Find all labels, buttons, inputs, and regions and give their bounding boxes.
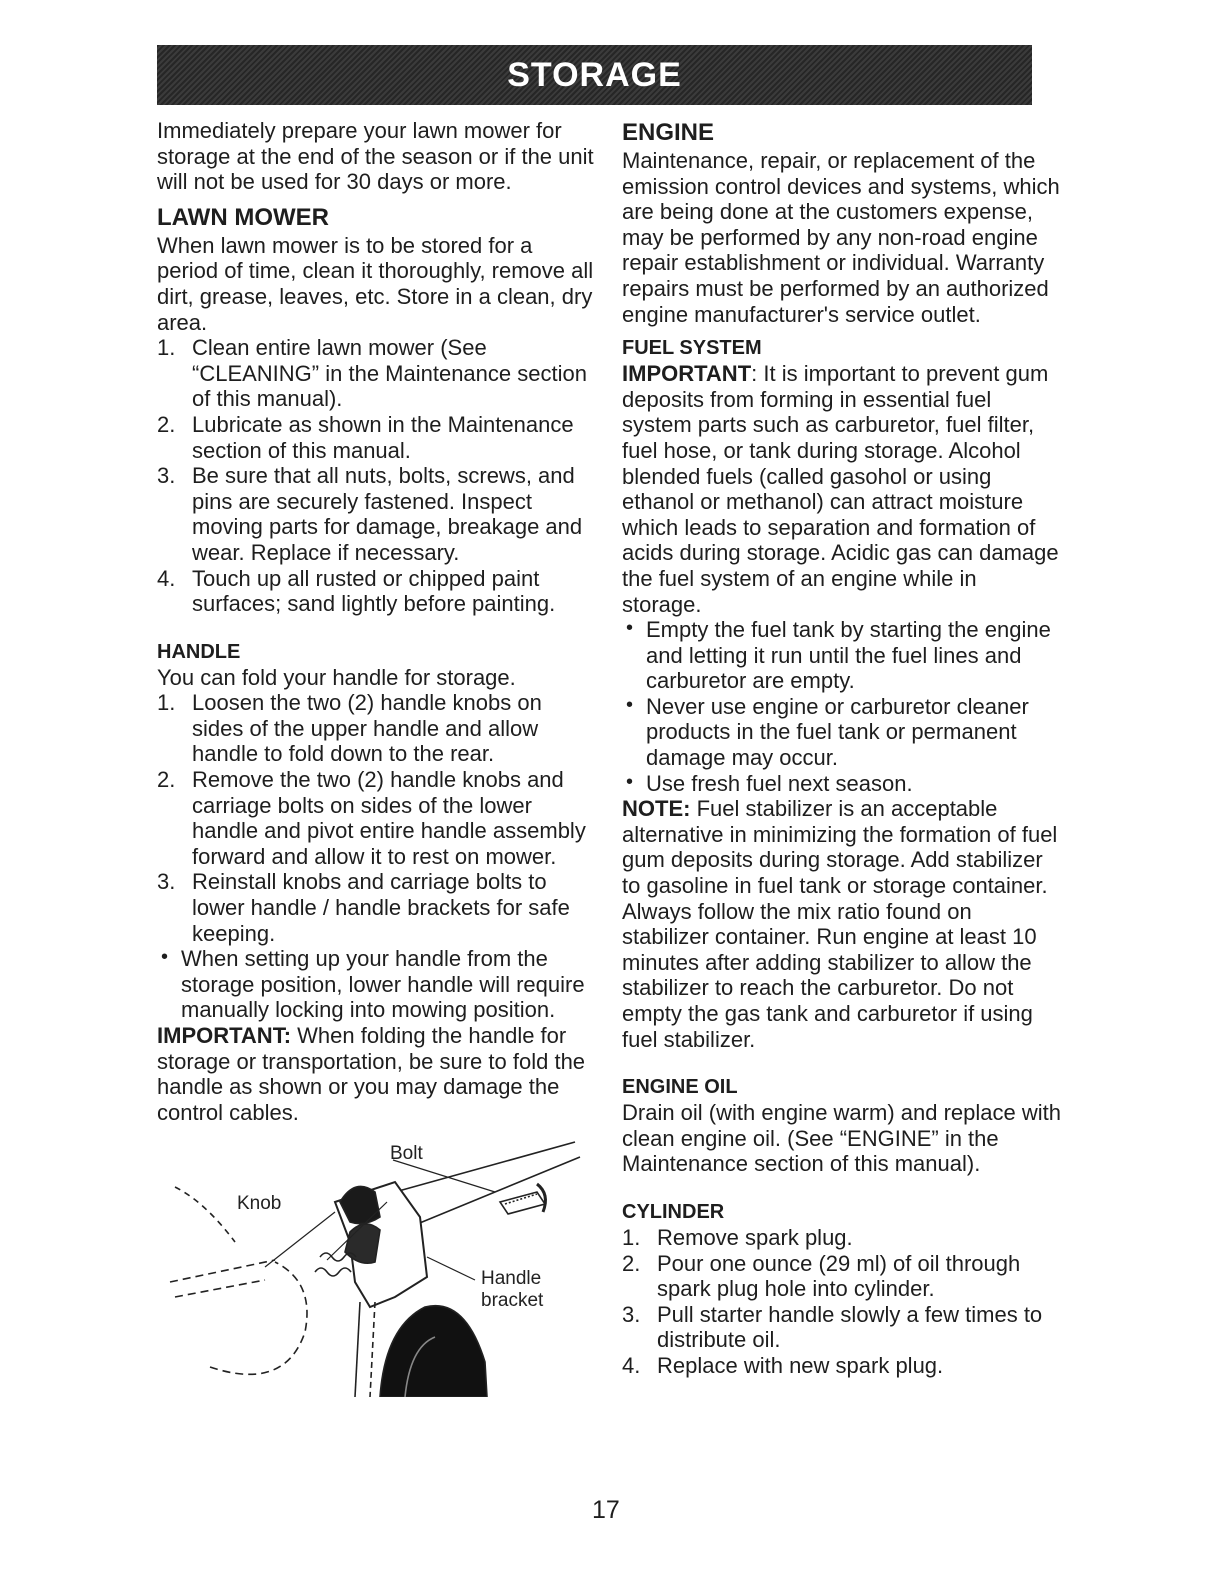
list-item: 2. Pour one ounce (29 ml) of oil through spark plug hole into cylinder. — [622, 1250, 1021, 1302]
list-item: 3. Be sure that all nuts, bolts, screws, and pins are securely fastened. Inspect moving parts for damage, breakage and wear. Replace if necessary. — [157, 463, 583, 565]
left-column — [157, 118, 597, 1125]
engine-oil-heading: ENGINE OIL — [622, 1076, 738, 1099]
handle-knob-illustration — [165, 1132, 605, 1397]
handle-figure — [165, 1132, 605, 1397]
handle-steps — [157, 690, 597, 946]
list-item: • Never use engine or carburetor cleaner products in the fuel tank or permanent damage may occur. — [626, 693, 1029, 771]
lawn-mower-text: When lawn mower is to be stored for a period of time, clean it thoroughly, remove all dirt, grease, leaves, etc. Store in a clean, dry area. — [157, 232, 594, 335]
section-banner — [157, 45, 1032, 105]
list-item: 4. Touch up all rusted or chipped paint surfaces; sand lightly before painting. — [157, 565, 556, 617]
handle-text: You can fold your handle for storage. — [157, 664, 516, 690]
list-item: • Use fresh fuel next season. — [626, 770, 913, 796]
important-label: IMPORTANT — [622, 361, 752, 387]
knob-label: Knob — [237, 1193, 282, 1214]
engine-heading: ENGINE — [622, 119, 715, 146]
lawn-mower-steps — [157, 335, 597, 617]
right-column — [622, 118, 1062, 1379]
lawn-mower-heading: LAWN MOWER — [157, 203, 329, 231]
bullet-icon: • — [626, 770, 634, 793]
cylinder-heading: CYLINDER — [622, 1200, 725, 1223]
handle-heading: HANDLE — [157, 640, 241, 663]
engine-oil-text: Drain oil (with engine warm) and replace with clean engine oil. (See “ENGINE” in the Maintenance section of this manual). — [622, 1100, 1061, 1177]
bullet-icon: • — [161, 946, 169, 969]
fuel-system-important: IMPORTANT: It is important to prevent gum deposits from forming in essential fuel system parts such as carburetor, fuel filter, fuel hose, or tank during storage. Alcohol blended fuels (called gasohol or using ethanol or methanol) can attract moisture which leads to separation and formation of acids during storage. Acidic gas can damage the fuel system of an engine while in storage. — [622, 361, 1059, 617]
note-label: NOTE: — [622, 796, 691, 822]
fuel-system-note: NOTE: Fuel stabilizer is an acceptable alternative in minimizing the formation of fuel gum deposits during storage. Add stabilizer to gasoline in fuel tank or storage container. Always follow the mix ratio found on stabilizer container. Run engine at least 10 minutes after adding stabilizer to allow the stabilizer to reach the carburetor. Do not empty the gas tank and carburetor if using fuel stabilizer. — [622, 796, 1058, 1052]
bullet-icon: • — [626, 617, 634, 640]
list-item: • Empty the fuel tank by starting the engine and letting it run until the fuel lines and carburetor are empty. — [626, 617, 1051, 694]
list-item: • When setting up your handle from the storage position, lower handle will require manually locking into mowing position. — [161, 946, 585, 1023]
handle-important: IMPORTANT: When folding the handle for storage or transportation, be sure to fold the handle as shown or you may damage the control cables. — [157, 1023, 586, 1125]
fuel-system-heading: FUEL SYSTEM — [622, 337, 762, 360]
bullet-icon: • — [626, 693, 634, 716]
page-number: 17 — [592, 1496, 620, 1524]
handle-bullets — [157, 946, 597, 1023]
list-item: 1. Remove spark plug. — [622, 1224, 853, 1250]
cylinder-steps — [622, 1225, 1062, 1379]
fuel-system-bullets — [622, 617, 1062, 796]
list-item: 4. Replace with new spark plug. — [622, 1352, 944, 1378]
engine-text: Maintenance, repair, or replacement of the emission control devices and systems, which are being done at the customers expense, may be performed by any non-road engine repair establishment or individual. Warranty repairs must be performed by an authorized engine manufacturer's service outlet. — [622, 148, 1060, 327]
list-item: 1. Loosen the two (2) handle knobs on sides of the upper handle and allow handle to fold down to the rear. — [157, 690, 542, 767]
page-title: STORAGE — [507, 55, 682, 94]
list-item: 2. Lubricate as shown in the Maintenance section of this manual. — [157, 411, 574, 463]
intro-paragraph: Immediately prepare your lawn mower for storage at the end of the season or if the unit will not be used for 30 days or more. — [157, 118, 594, 195]
important-label: IMPORTANT: — [157, 1023, 292, 1048]
handle-bracket-label-line2: bracket — [481, 1290, 544, 1311]
list-item: 3. Pull starter handle slowly a few times to distribute oil. — [622, 1301, 1043, 1353]
list-item: 1. Clean entire lawn mower (See “CLEANING” in the Maintenance section of this manual). — [157, 335, 587, 412]
handle-bracket-label-line1: Handle — [481, 1268, 542, 1289]
bolt-label: Bolt — [390, 1143, 423, 1164]
list-item: 2. Remove the two (2) handle knobs and carriage bolts on sides of the lower handle and pivot entire handle assembly forward and allow it to rest on mower. — [157, 767, 586, 869]
list-item: 3. Reinstall knobs and carriage bolts to lower handle / handle brackets for safe keeping. — [157, 869, 570, 946]
